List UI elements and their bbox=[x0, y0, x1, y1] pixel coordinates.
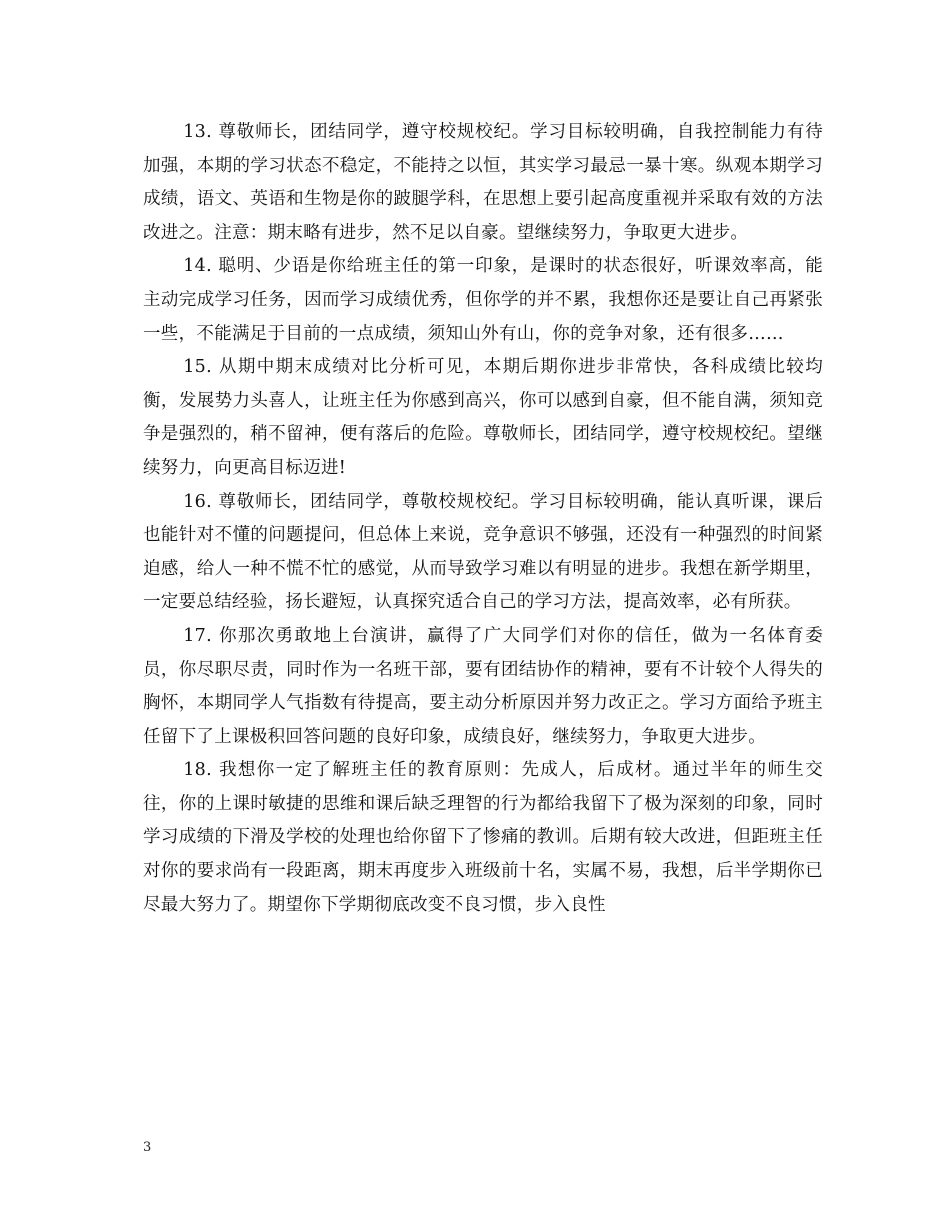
comment-paragraph-18: 18. 我想你一定了解班主任的教育原则：先成人，后成材。通过半年的师生交往，你的上课时敏捷的思维和课后缺乏理智的行为都给我留下了极为深刻的印象，同时学习成绩的下滑及学校的处理也给你留下了惨痛的教训。后期有较大改进，但距班主任对你的要求尚有一段距离，期末再度步入班级前十名，实属不易，我想，后半学期你已尽最大努力了。期望你下学期彻底改变不良习惯，步入良性 bbox=[143, 760, 823, 915]
comment-paragraph-15: 15. 从期中期末成绩对比分析可见，本期后期你进步非常快，各科成绩比较均衡，发展势力头喜人，让班主任为你感到高兴，你可以感到自豪，但不能自满，须知竞争是强烈的，稍不留神，便有落后的危险。尊敬师长，团结同学，遵守校规校纪。望继续努力，向更高目标迈进! bbox=[143, 357, 823, 478]
page-number: 3 bbox=[143, 1140, 152, 1155]
comment-paragraph-13: 13. 尊敬师长，团结同学，遵守校规校纪。学习目标较明确，自我控制能力有待加强，本期的学习状态不稳定，不能持之以恒，其实学习最忌一暴十寒。纵观本期学习成绩，语文、英语和生物是你的跛腿学科，在思想上要引起高度重视并采取有效的方法改进之。注意：期末略有进步，然不足以自豪。望继续努力，争取更大进步。 bbox=[143, 122, 823, 243]
document-body bbox=[143, 116, 823, 922]
comment-paragraph-17: 17. 你那次勇敢地上台演讲，赢得了广大同学们对你的信任，做为一名体育委员，你尽职尽责，同时作为一名班干部，要有团结协作的精神，要有不计较个人得失的胸怀，本期同学人气指数有待提高，要主动分析原因并努力改正之。学习方面给予班主任留下了上课极积回答问题的良好印象，成绩良好，继续努力，争取更大进步。 bbox=[143, 625, 823, 747]
comment-paragraph-14: 14. 聪明、少语是你给班主任的第一印象，是课时的状态很好，听课效率高，能主动完成学习任务，因而学习成绩优秀，但你学的并不累，我想你还是要让自己再紧张一些，不能满足于目前的一点成绩，须知山外有山，你的竞争对象，还有很多…… bbox=[143, 256, 823, 344]
comment-paragraph-16: 16. 尊敬师长，团结同学，尊敬校规校纪。学习目标较明确，能认真听课，课后也能针对不懂的问题提问，但总体上来说，竞争意识不够强，还没有一种强烈的时间紧迫感，给人一种不慌不忙的感觉，从而导致学习难以有明显的进步。我想在新学期里，一定要总结经验，扬长避短，认真探究适合自己的学习方法，提高效率，必有所获。 bbox=[143, 491, 823, 613]
